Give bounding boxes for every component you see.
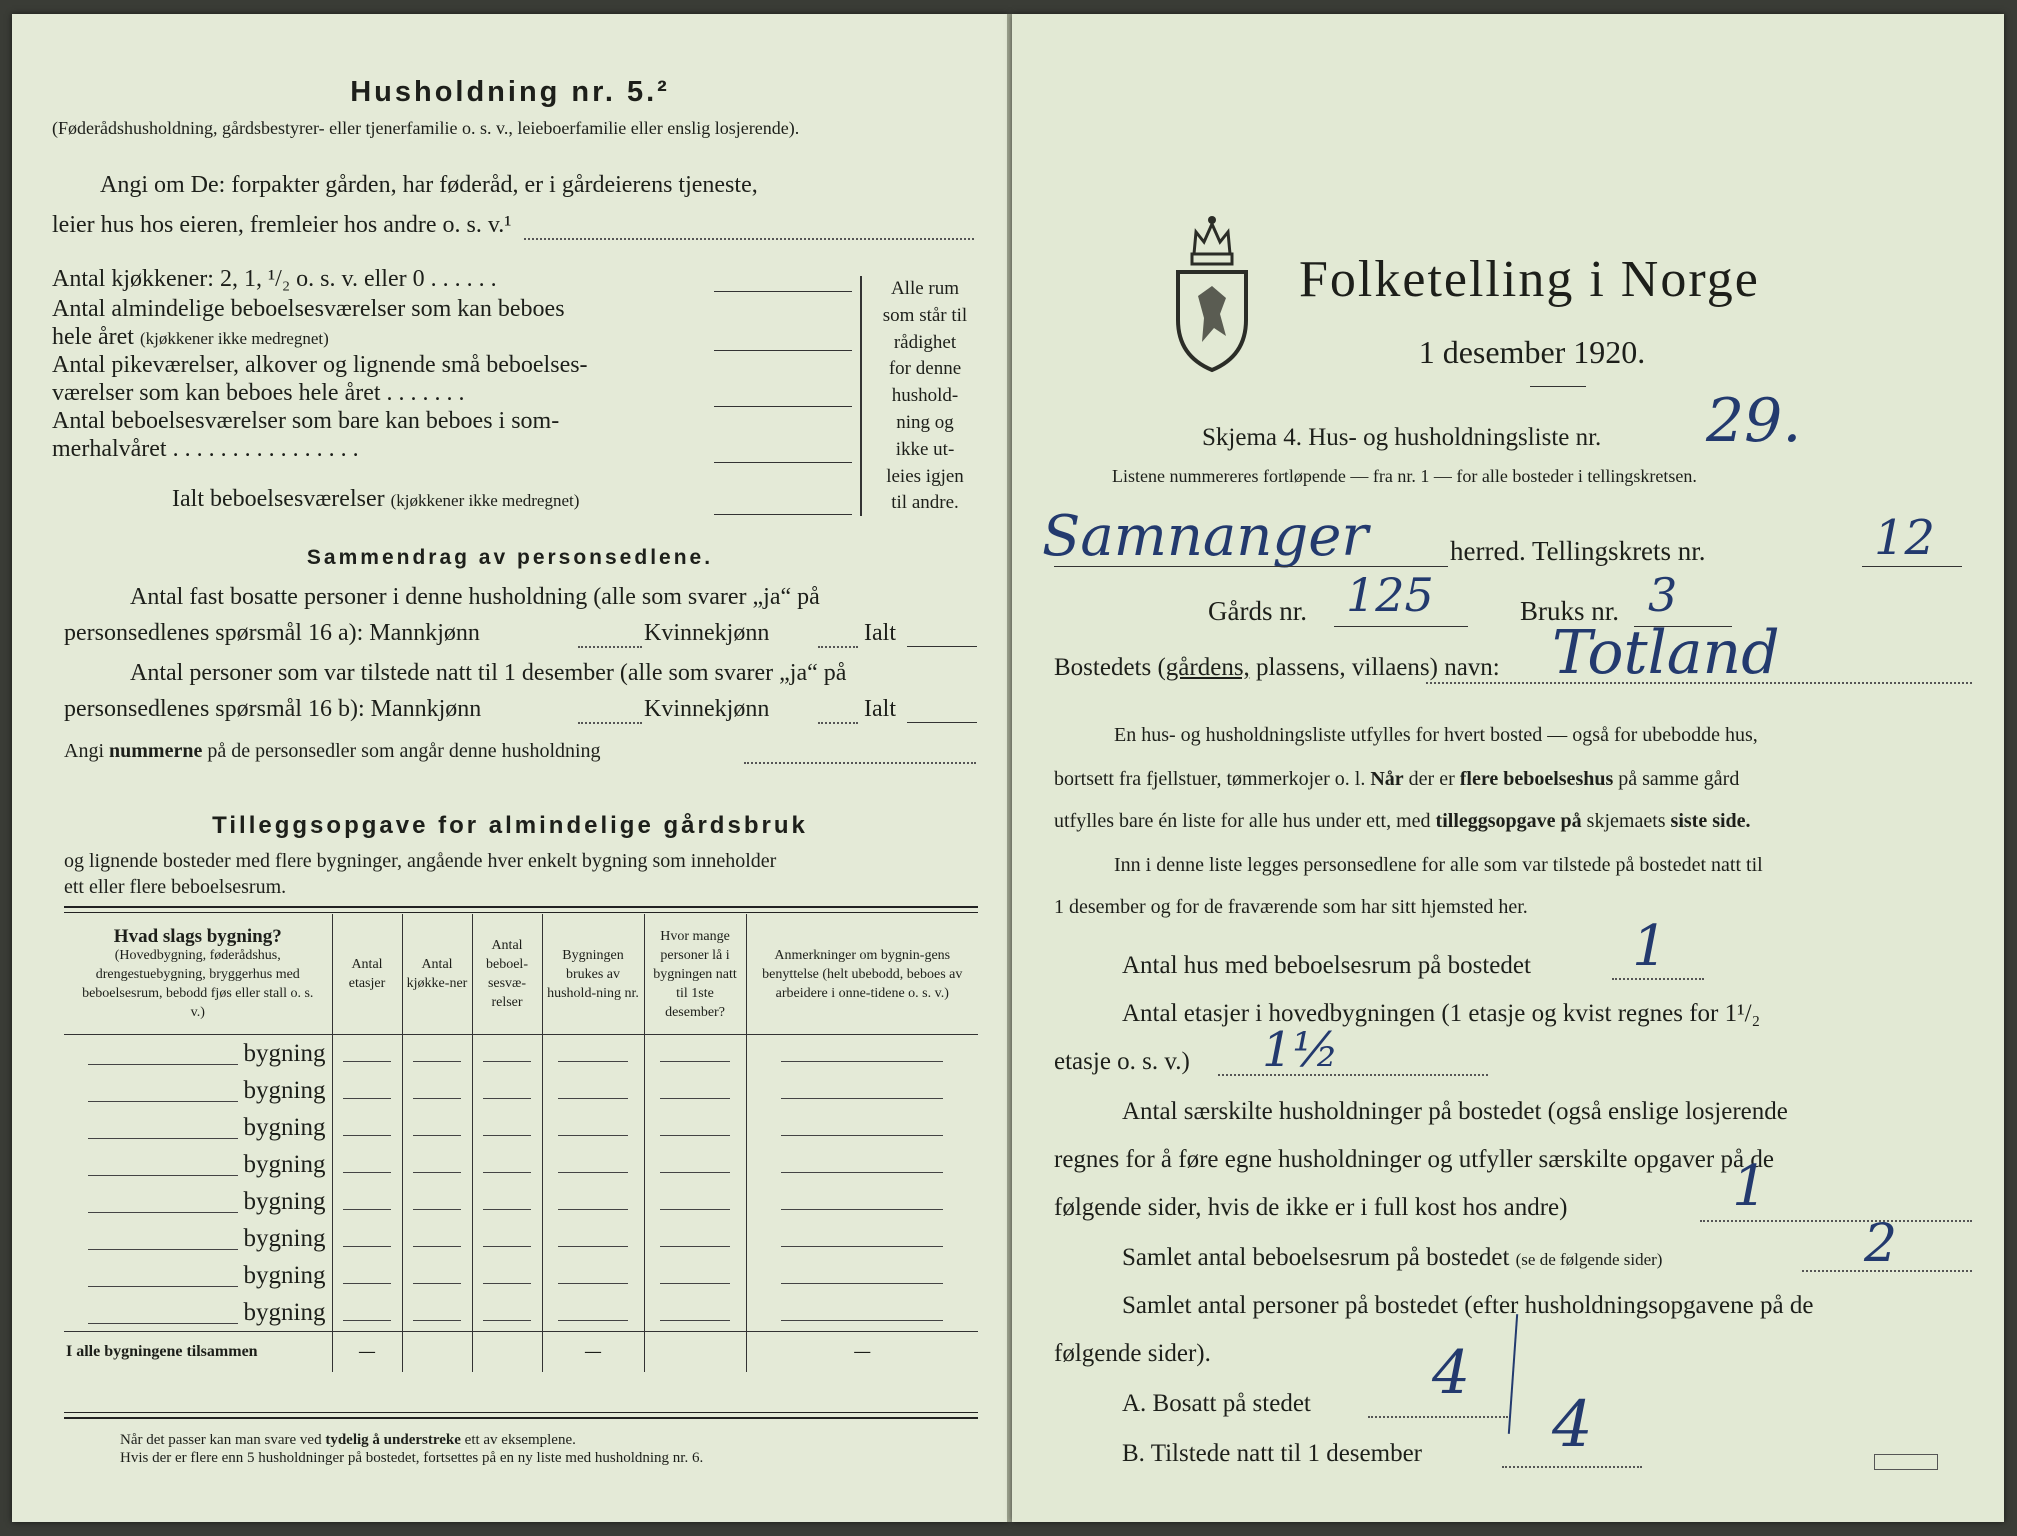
- table-cell[interactable]: [542, 1146, 644, 1183]
- footnote-2: Hvis der er flere enn 5 husholdninger på bostedet, fortsettes på en ny liste med husholdning nr. 6.: [120, 1450, 704, 1466]
- samm-2c: Kvinnekjønn: [644, 696, 770, 722]
- table-row: [64, 1220, 978, 1257]
- table-cell[interactable]: [644, 1035, 746, 1073]
- ialt-label: Ialt beboelsesværelser (kjøkkener ikke medregnet): [172, 486, 580, 512]
- table-row: [64, 1035, 978, 1073]
- table-cell[interactable]: [332, 1257, 402, 1294]
- title-rule: [1530, 386, 1586, 387]
- etasjer-line: [1218, 1074, 1488, 1076]
- samm-2d: Ialt: [864, 696, 896, 722]
- table-cell[interactable]: [332, 1109, 402, 1146]
- total-kjokkener[interactable]: [402, 1332, 472, 1373]
- pen-stroke: [1508, 1314, 1518, 1434]
- gards-value[interactable]: 125: [1346, 568, 1434, 622]
- table-row: [64, 1257, 978, 1294]
- skjema-label: Skjema 4. Hus- og husholdningsliste nr.: [1202, 424, 1602, 451]
- total-label: I alle bygningene tilsammen: [64, 1332, 332, 1373]
- sammendrag-title: Sammendrag av personsedlene.: [306, 546, 714, 569]
- total-husholdning: —: [542, 1332, 644, 1373]
- hus-line: [1612, 978, 1704, 980]
- household-title: Husholdning nr. 5.²: [350, 76, 670, 108]
- table-cell[interactable]: [332, 1183, 402, 1220]
- household-note: (Føderådshusholdning, gårdsbestyrer- eller tjenerfamilie o. s. v., leieboerfamilie eller enslig losjerende).: [52, 118, 800, 138]
- bruks-value[interactable]: 3: [1648, 568, 1678, 622]
- alm-label-1: Antal almindelige beboelsesværelser som kan beboes: [52, 296, 565, 322]
- table-cell[interactable]: [472, 1257, 542, 1294]
- sarsk-3: følgende sider, hvis de ikke er i full kost hos andre): [1054, 1194, 1568, 1221]
- kjokkener-label: Antal kjøkkener: 2, 1, ¹/₂ o. s. v. eller 0 . . . . . .: [52, 266, 497, 292]
- bygning-cell[interactable]: [64, 1183, 332, 1220]
- pike-label-1: Antal pikeværelser, alkover og lignende små beboelses-: [52, 352, 588, 378]
- table-cell[interactable]: [644, 1146, 746, 1183]
- sarsk-2: regnes for å føre egne husholdninger og utfyller særskilte opgaver på de: [1054, 1146, 1774, 1173]
- table-cell[interactable]: [402, 1183, 472, 1220]
- samm-1d: Ialt: [864, 620, 896, 646]
- b-line: [1502, 1466, 1642, 1468]
- bygning-label: bygning: [243, 1298, 326, 1326]
- rum-label: Samlet antal beboelsesrum på bostedet (se de følgende sider): [1122, 1244, 1663, 1271]
- etasjer-1: Antal etasjer i hovedbygningen (1 etasje og kvist regnes for 1¹/₂: [1122, 1000, 1761, 1027]
- pike-label-2: værelser som kan beboes hele året . . . . . . .: [52, 380, 465, 406]
- table-cell[interactable]: [644, 1294, 746, 1332]
- table-cell[interactable]: [746, 1146, 978, 1183]
- table-cell[interactable]: [746, 1072, 978, 1109]
- pers-2: følgende sider).: [1054, 1340, 1211, 1367]
- sommer-label-1: Antal beboelsesværelser som bare kan beboes i som-: [52, 408, 560, 434]
- table-row: [64, 1146, 978, 1183]
- col-header-husholdning: Bygningen brukes av hushold-ning nr.: [542, 914, 644, 1035]
- table-cell[interactable]: [542, 1109, 644, 1146]
- angi-answer-line[interactable]: [524, 238, 974, 240]
- bygning-label: bygning: [243, 1187, 326, 1215]
- table-cell[interactable]: [472, 1035, 542, 1073]
- table-cell[interactable]: [472, 1183, 542, 1220]
- herred-line: [1054, 566, 1448, 567]
- table-cell[interactable]: [542, 1294, 644, 1332]
- total-etasjer: —: [332, 1332, 402, 1373]
- bruks-label: Bruks nr.: [1520, 596, 1620, 626]
- samm-1b: personsedlenes spørsmål 16 a): Mannkjønn: [64, 620, 480, 646]
- tillegg-title: Tilleggsopgave for almindelige gårdsbruk: [212, 812, 808, 839]
- table-cell[interactable]: [472, 1294, 542, 1332]
- listene-note: Listene nummereres fortløpende — fra nr. 1 — for alle bosteder i tellingskretsen.: [1112, 466, 1697, 486]
- table-cell[interactable]: [542, 1220, 644, 1257]
- gards-label: Gårds nr.: [1208, 596, 1307, 626]
- sarsk-value[interactable]: 1: [1732, 1154, 1768, 1219]
- bygning-label: bygning: [243, 1150, 326, 1178]
- sarsk-1: Antal særskilte husholdninger på bostedet (også enslige losjerende: [1122, 1098, 1788, 1125]
- hus-label: Antal hus med beboelsesrum på bostedet: [1122, 952, 1531, 979]
- kvinne-16a-field[interactable]: [818, 646, 858, 648]
- total-anmerkninger: —: [746, 1332, 978, 1373]
- table-cell[interactable]: [746, 1109, 978, 1146]
- para1-3: utfylles bare én liste for alle hus under ett, med tilleggsopgave på skjemaets siste side.: [1054, 810, 1751, 832]
- table-cell[interactable]: [746, 1220, 978, 1257]
- coat-of-arms-icon: [1172, 210, 1252, 374]
- herred-label: herred. Tellingskrets nr.: [1450, 536, 1706, 566]
- a-line: [1368, 1416, 1508, 1418]
- ialt-16b-field[interactable]: [907, 722, 977, 723]
- table-cell[interactable]: [472, 1072, 542, 1109]
- bygning-cell[interactable]: [64, 1109, 332, 1146]
- para2-2: 1 desember og for de fraværende som har sitt hjemsted her.: [1054, 896, 1528, 918]
- building-table: [64, 914, 978, 1372]
- right-page: [1012, 14, 2004, 1522]
- brace: [860, 276, 862, 516]
- total-personer[interactable]: [644, 1332, 746, 1373]
- bygning-cell[interactable]: [64, 1294, 332, 1332]
- total-rum[interactable]: [472, 1332, 542, 1373]
- b-label: B. Tilstede natt til 1 desember: [1122, 1440, 1422, 1467]
- table-cell[interactable]: [542, 1035, 644, 1073]
- table-cell[interactable]: [332, 1220, 402, 1257]
- table-cell[interactable]: [402, 1072, 472, 1109]
- table-cell[interactable]: [332, 1146, 402, 1183]
- etasjer-value[interactable]: 1½: [1262, 1022, 1340, 1078]
- table-cell[interactable]: [472, 1109, 542, 1146]
- col-header-anmerkninger: Anmerkninger om bygnin-gens benyttelse (helt ubebodd, beboes av arbeidere i onne-tidene o. s. v.): [746, 914, 978, 1035]
- gards-line: [1334, 626, 1468, 627]
- bygning-cell[interactable]: [64, 1035, 332, 1073]
- table-cell[interactable]: [542, 1072, 644, 1109]
- main-title: Folketelling i Norge: [1299, 251, 1760, 308]
- alm-field[interactable]: [714, 350, 852, 351]
- alm-label-2: hele året (kjøkkener ikke medregnet): [52, 324, 329, 350]
- census-date: 1 desember 1920.: [1418, 334, 1646, 370]
- hus-value[interactable]: 1: [1632, 914, 1668, 979]
- herred-value[interactable]: Samnanger: [1042, 504, 1369, 569]
- table-cell[interactable]: [472, 1220, 542, 1257]
- para2-1: Inn i denne liste legges personsedlene for alle som var tilstede på bostedet natt til: [1114, 854, 1763, 876]
- table-cell[interactable]: [746, 1035, 978, 1073]
- kjokkener-field[interactable]: [714, 291, 852, 292]
- samm-2b: personsedlenes spørsmål 16 b): Mannkjønn: [64, 696, 482, 722]
- table-bottom-rule: [64, 1412, 978, 1419]
- table-cell[interactable]: [472, 1146, 542, 1183]
- col-header-personer: Hvor mange personer lå i bygningen natt til 1ste desember?: [644, 914, 746, 1035]
- bosted-line: [1426, 682, 1972, 684]
- samm-1c: Kvinnekjønn: [644, 620, 770, 646]
- table-cell[interactable]: [332, 1294, 402, 1332]
- table-cell[interactable]: [332, 1072, 402, 1109]
- tellingskrets-line: [1862, 566, 1962, 567]
- table-cell[interactable]: [332, 1035, 402, 1073]
- kvinne-16b-field[interactable]: [818, 722, 858, 724]
- pike-field[interactable]: [714, 406, 852, 407]
- bygning-cell[interactable]: [64, 1220, 332, 1257]
- a-value[interactable]: 4: [1432, 1338, 1471, 1408]
- sarsk-line: [1700, 1220, 1972, 1222]
- liste-nr-value[interactable]: 29.: [1706, 386, 1802, 456]
- samm-1a: Antal fast bosatte personer i denne husholdning (alle som svarer „ja“ på: [130, 584, 820, 610]
- table-cell[interactable]: [402, 1257, 472, 1294]
- table-cell[interactable]: [402, 1146, 472, 1183]
- pers-1: Samlet antal personer på bostedet (efter husholdningsopgavene på de: [1122, 1292, 1814, 1319]
- bygning-label: bygning: [243, 1224, 326, 1252]
- bygning-cell[interactable]: [64, 1146, 332, 1183]
- bygning-label: bygning: [243, 1076, 326, 1104]
- table-cell[interactable]: [644, 1072, 746, 1109]
- bygning-cell[interactable]: [64, 1072, 332, 1109]
- table-cell[interactable]: [402, 1294, 472, 1332]
- left-page: [12, 14, 1008, 1522]
- rum-value[interactable]: 2: [1864, 1214, 1898, 1274]
- mann-16a-field[interactable]: [578, 646, 642, 648]
- nummerne-label: Angi nummerne på de personsedler som angår denne husholdning: [64, 740, 601, 762]
- b-value[interactable]: 4: [1552, 1388, 1593, 1462]
- table-cell[interactable]: [644, 1109, 746, 1146]
- tellingskrets-value[interactable]: 12: [1874, 510, 1936, 566]
- angi-line-1: Angi om De: forpakter gården, har føderåd, er i gårdeierens tjeneste,: [100, 172, 758, 198]
- tillegg-line-1: og lignende bosteder med flere bygninger, angående hver enkelt bygning som inneholder: [64, 850, 777, 872]
- table-row: [64, 1109, 978, 1146]
- table-top-rule: [64, 906, 978, 913]
- nummerne-field[interactable]: [744, 762, 976, 764]
- printer-stamp: [1874, 1454, 1938, 1470]
- bygning-label: bygning: [243, 1113, 326, 1141]
- total-row: [64, 1332, 978, 1373]
- sommer-field[interactable]: [714, 462, 852, 463]
- table-cell[interactable]: [542, 1183, 644, 1220]
- table-row: [64, 1183, 978, 1220]
- samm-2a: Antal personer som var tilstede natt til 1 desember (alle som svarer „ja“ på: [130, 660, 847, 686]
- bosted-label: Bostedets (gårdens, plassens, villaens) navn:: [1054, 654, 1500, 681]
- table-cell[interactable]: [644, 1183, 746, 1220]
- para1-2: bortsett fra fjellstuer, tømmerkojer o. l. Når der er flere beboelseshus på samme gård: [1054, 768, 1740, 790]
- side-note: Alle rum som står til rådighet for denne hushold- ning og ikke ut- leies igjen til andre.: [882, 278, 968, 514]
- footnote-1: Når det passer kan man svare ved tydelig å understreke ett av eksemplene.: [120, 1432, 576, 1448]
- ialt-16a-field[interactable]: [907, 646, 977, 647]
- bygning-label: bygning: [243, 1039, 326, 1067]
- col-header-type: Hvad slags bygning? (Hovedbygning, føderådshus, drengestuebygning, bryggerhus med beboelsesrum, bebodd fjøs eller stall o. s. v.): [64, 914, 332, 1035]
- etasjer-2: etasje o. s. v.): [1054, 1048, 1190, 1075]
- table-cell[interactable]: [542, 1257, 644, 1294]
- table-cell[interactable]: [746, 1294, 978, 1332]
- table-cell[interactable]: [402, 1109, 472, 1146]
- table-cell[interactable]: [644, 1257, 746, 1294]
- a-label: A. Bosatt på stedet: [1122, 1390, 1311, 1417]
- table-cell[interactable]: [746, 1257, 978, 1294]
- col-header-kjokkener: Antal kjøkke-ner: [402, 914, 472, 1035]
- bygning-cell[interactable]: [64, 1257, 332, 1294]
- col-header-etasjer: Antal etasjer: [332, 914, 402, 1035]
- table-cell[interactable]: [402, 1220, 472, 1257]
- table-row: [64, 1294, 978, 1332]
- tillegg-line-2: ett eller flere beboelsesrum.: [64, 876, 287, 898]
- rum-line: [1802, 1270, 1972, 1272]
- table-cell[interactable]: [746, 1183, 978, 1220]
- para1-1: En hus- og husholdningsliste utfylles for hvert bosted — også for ubebodde hus,: [1114, 724, 1758, 746]
- col-header-beboelsesvaerelser: Antal beboel-sesvæ-relser: [472, 914, 542, 1035]
- bosted-value[interactable]: Totland: [1552, 618, 1780, 688]
- ialt-field[interactable]: [714, 514, 852, 515]
- angi-line-2: leier hus hos eieren, fremleier hos andre o. s. v.¹: [52, 212, 512, 238]
- table-cell[interactable]: [402, 1035, 472, 1073]
- bygning-label: bygning: [243, 1261, 326, 1289]
- sommer-label-2: merhalvåret . . . . . . . . . . . . . . . .: [52, 436, 359, 462]
- table-cell[interactable]: [644, 1220, 746, 1257]
- mann-16b-field[interactable]: [578, 722, 642, 724]
- table-row: [64, 1072, 978, 1109]
